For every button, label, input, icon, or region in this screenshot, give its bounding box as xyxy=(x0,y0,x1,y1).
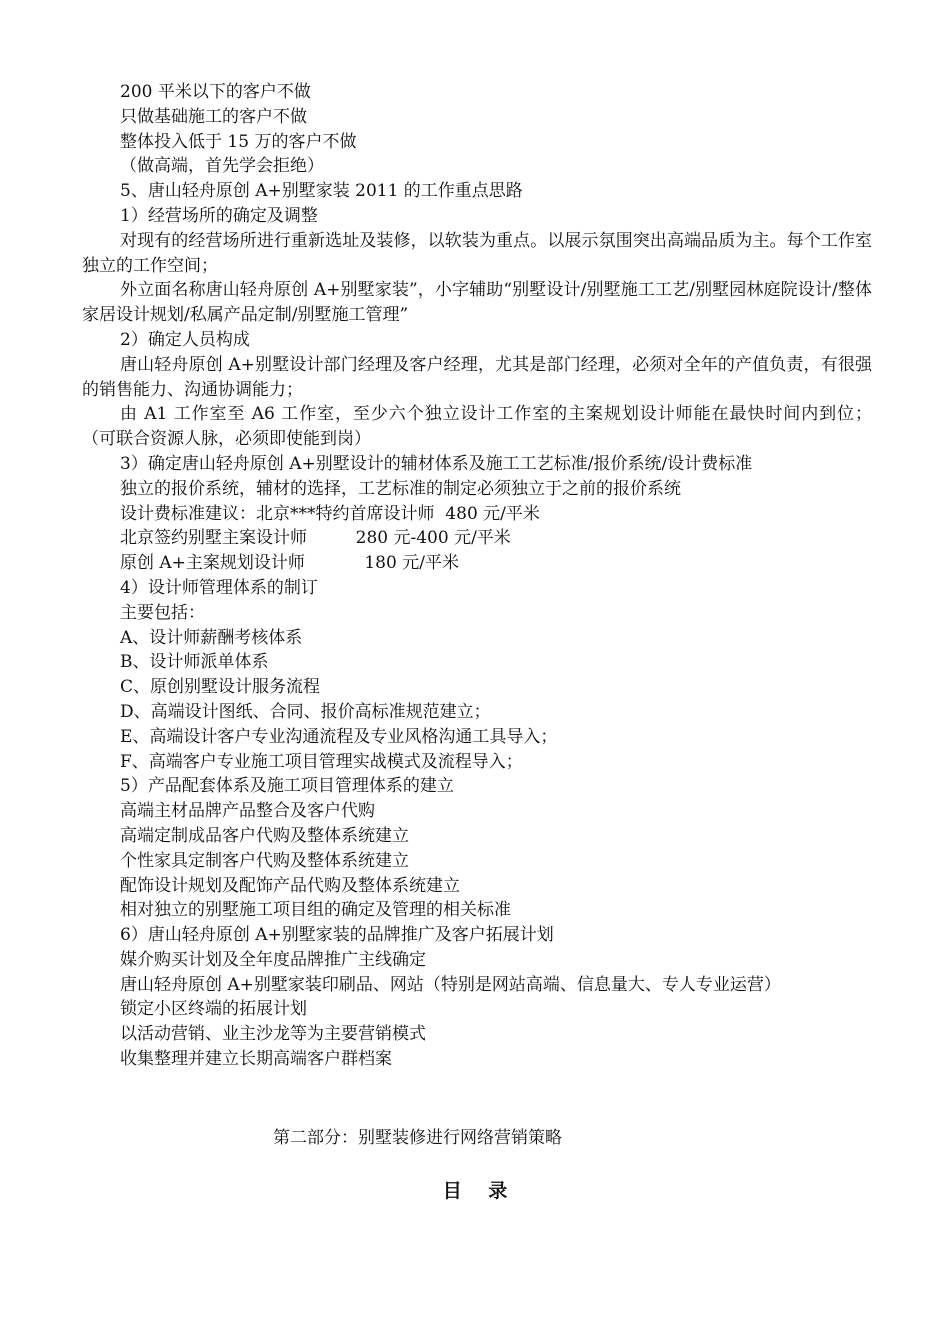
subsection-heading: 6）唐山轻舟原创 A+别墅家装的品牌推广及客户拓展计划 xyxy=(120,925,554,946)
list-item: C、原创别墅设计服务流程 xyxy=(120,677,321,698)
text-line: 唐山轻舟原创 A+别墅家装印刷品、网站（特别是网站高端、信息量大、专人专业运营） xyxy=(120,974,781,995)
paragraph: 由 A1 工作室至 A6 工作室，至少六个独立设计工作室的主案规划设计师能在最快时间内到位； （可联合资源人脉，必须即使能到岗） xyxy=(82,404,872,450)
text-line: 高端定制成品客户代购及整体系统建立 xyxy=(120,825,409,846)
text-line: 媒介购买计划及全年度品牌推广主线确定 xyxy=(120,949,426,970)
paragraph: 对现有的经营场所进行重新选址及装修，以软装为重点。以展示氛围突出高端品质为主。每个工作室独立的工作空间； xyxy=(82,230,872,276)
part-title: 第二部分：别墅装修进行网络营销策略 xyxy=(273,1128,562,1148)
list-item: A、设计师薪酬考核体系 xyxy=(120,627,303,648)
subsection-heading: 2）确定人员构成 xyxy=(120,329,250,350)
text-line: 北京签约别墅主案设计师 280 元-400 元/平米 xyxy=(120,528,511,549)
text-line: 配饰设计规划及配饰产品代购及整体系统建立 xyxy=(120,875,460,896)
text-line: 高端主材品牌产品整合及客户代购 xyxy=(120,801,375,822)
text-line: 以活动营销、业主沙龙等为主要营销模式 xyxy=(120,1024,426,1045)
text-line: 锁定小区终端的拓展计划 xyxy=(120,999,307,1020)
text-line: 主要包括： xyxy=(120,602,205,623)
paragraph: 外立面名称唐山轻舟原创 A+别墅家装”，小字辅助“别墅设计/别墅施工工艺/别墅园林庭院设计/整体家居设计规划/私属产品定制/别墅施工管理” xyxy=(82,280,872,326)
text-line: 独立的报价系统，辅材的选择，工艺标准的制定必须独立于之前的报价系统 xyxy=(120,478,681,499)
list-item: E、高端设计客户专业沟通流程及专业风格沟通工具导入； xyxy=(120,726,558,747)
subsection-heading: 5）产品配套体系及施工项目管理体系的建立 xyxy=(120,776,454,797)
section-heading: 5、唐山轻舟原创 A+别墅家装 2011 的工作重点思路 xyxy=(120,181,523,202)
text-line: 相对独立的别墅施工项目组的确定及管理的相关标准 xyxy=(120,900,511,921)
subsection-heading: 4）设计师管理体系的制订 xyxy=(120,577,318,598)
text-line: （做高端，首先学会拒绝） xyxy=(120,156,324,177)
list-item: B、设计师派单体系 xyxy=(120,652,269,673)
subsection-heading: 3）确定唐山轻舟原创 A+别墅设计的辅材体系及施工工艺标准/报价系统/设计费标准 xyxy=(120,453,753,474)
list-item: F、高端客户专业施工项目管理实战模式及流程导入； xyxy=(120,751,523,772)
text-line: 200 平米以下的客户不做 xyxy=(120,82,311,102)
document-body xyxy=(82,80,872,1072)
text-line: 收集整理并建立长期高端客户群档案 xyxy=(120,1049,392,1070)
text-line: 只做基础施工的客户不做 xyxy=(120,106,307,127)
text-line: 个性家具定制客户代购及整体系统建立 xyxy=(120,850,409,871)
subsection-heading: 1）经营场所的确定及调整 xyxy=(120,205,318,226)
paragraph: 唐山轻舟原创 A+别墅设计部门经理及客户经理，尤其是部门经理，必须对全年的产值负责，有很强的销售能力、沟通协调能力； xyxy=(82,354,872,400)
list-item: D、高端设计图纸、合同、报价高标准规范建立； xyxy=(120,701,491,722)
text-line: 整体投入低于 15 万的客户不做 xyxy=(120,131,357,152)
text-line: 原创 A+主案规划设计师 180 元/平米 xyxy=(120,553,459,574)
toc-title: 目 录 xyxy=(442,1180,518,1202)
text-line: 设计费标准建议：北京***特约首席设计师 480 元/平米 xyxy=(120,503,540,524)
